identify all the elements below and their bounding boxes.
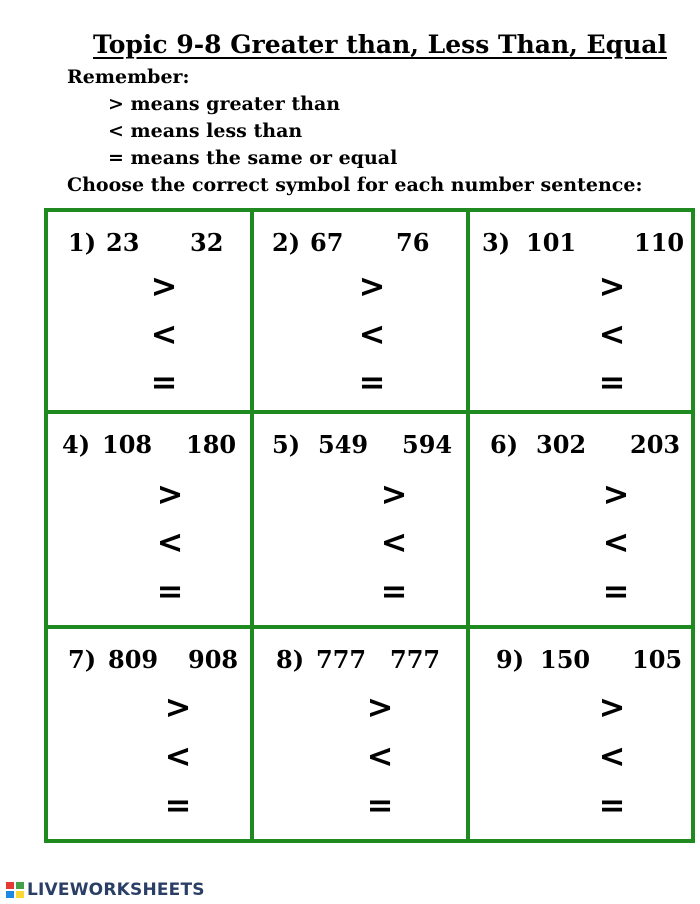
problem-number: 9) bbox=[496, 645, 525, 674]
problem-cell-5 bbox=[254, 414, 466, 625]
problem-cell-8 bbox=[254, 629, 466, 839]
less-than-choice[interactable]: < bbox=[380, 523, 408, 561]
problem-number: 1) bbox=[68, 228, 97, 257]
problem-number: 2) bbox=[272, 228, 301, 257]
left-number: 67 bbox=[310, 228, 344, 257]
greater-than-choice[interactable]: > bbox=[150, 267, 178, 305]
equal-choice[interactable]: = bbox=[598, 786, 626, 824]
problem-cell-9 bbox=[470, 629, 695, 839]
greater-than-choice[interactable]: > bbox=[358, 267, 386, 305]
left-number: 108 bbox=[102, 430, 153, 459]
equal-choice[interactable]: = bbox=[598, 363, 626, 401]
rule-equal: = means the same or equal bbox=[108, 147, 398, 169]
greater-than-choice[interactable]: > bbox=[602, 475, 630, 513]
equal-choice[interactable]: = bbox=[602, 572, 630, 610]
right-number: 203 bbox=[630, 430, 681, 459]
instruction: Choose the correct symbol for each number sentence: bbox=[67, 174, 643, 196]
liveworksheets-logo-icon bbox=[6, 882, 24, 898]
less-than-choice[interactable]: < bbox=[164, 737, 192, 775]
rule-greater: > means greater than bbox=[108, 93, 341, 115]
less-than-choice[interactable]: < bbox=[366, 737, 394, 775]
right-number: 105 bbox=[632, 645, 683, 674]
problem-grid bbox=[44, 208, 695, 843]
less-than-choice[interactable]: < bbox=[156, 523, 184, 561]
right-number: 908 bbox=[188, 645, 239, 674]
equal-choice[interactable]: = bbox=[380, 572, 408, 610]
left-number: 23 bbox=[106, 228, 140, 257]
right-number: 777 bbox=[390, 645, 441, 674]
problem-number: 3) bbox=[482, 228, 511, 257]
less-than-choice[interactable]: < bbox=[602, 523, 630, 561]
problem-number: 4) bbox=[62, 430, 91, 459]
greater-than-choice[interactable]: > bbox=[598, 688, 626, 726]
greater-than-choice[interactable]: > bbox=[156, 475, 184, 513]
left-number: 549 bbox=[318, 430, 369, 459]
equal-choice[interactable]: = bbox=[164, 786, 192, 824]
left-number: 302 bbox=[536, 430, 587, 459]
greater-than-choice[interactable]: > bbox=[164, 688, 192, 726]
problem-cell-6 bbox=[470, 414, 695, 625]
equal-choice[interactable]: = bbox=[366, 786, 394, 824]
problem-number: 8) bbox=[276, 645, 305, 674]
left-number: 150 bbox=[540, 645, 591, 674]
less-than-choice[interactable]: < bbox=[598, 737, 626, 775]
equal-choice[interactable]: = bbox=[156, 572, 184, 610]
greater-than-choice[interactable]: > bbox=[380, 475, 408, 513]
greater-than-choice[interactable]: > bbox=[366, 688, 394, 726]
problem-number: 7) bbox=[68, 645, 97, 674]
remember-heading: Remember: bbox=[67, 66, 190, 88]
problem-number: 5) bbox=[272, 430, 301, 459]
problem-cell-1 bbox=[48, 212, 250, 410]
equal-choice[interactable]: = bbox=[358, 363, 386, 401]
right-number: 32 bbox=[190, 228, 224, 257]
right-number: 110 bbox=[634, 228, 685, 257]
right-number: 594 bbox=[402, 430, 453, 459]
less-than-choice[interactable]: < bbox=[598, 315, 626, 353]
brand-name: LIVEWORKSHEETS bbox=[27, 880, 205, 900]
problem-cell-4 bbox=[48, 414, 250, 625]
right-number: 76 bbox=[396, 228, 430, 257]
problem-cell-2 bbox=[254, 212, 466, 410]
equal-choice[interactable]: = bbox=[150, 363, 178, 401]
less-than-choice[interactable]: < bbox=[358, 315, 386, 353]
problem-number: 6) bbox=[490, 430, 519, 459]
left-number: 809 bbox=[108, 645, 159, 674]
left-number: 777 bbox=[316, 645, 367, 674]
right-number: 180 bbox=[186, 430, 237, 459]
problem-cell-3 bbox=[470, 212, 695, 410]
problem-cell-7 bbox=[48, 629, 250, 839]
less-than-choice[interactable]: < bbox=[150, 315, 178, 353]
rule-less: < means less than bbox=[108, 120, 303, 142]
page-title: Topic 9-8 Greater than, Less Than, Equal bbox=[93, 30, 667, 59]
greater-than-choice[interactable]: > bbox=[598, 267, 626, 305]
left-number: 101 bbox=[526, 228, 577, 257]
liveworksheets-footer bbox=[6, 880, 205, 900]
